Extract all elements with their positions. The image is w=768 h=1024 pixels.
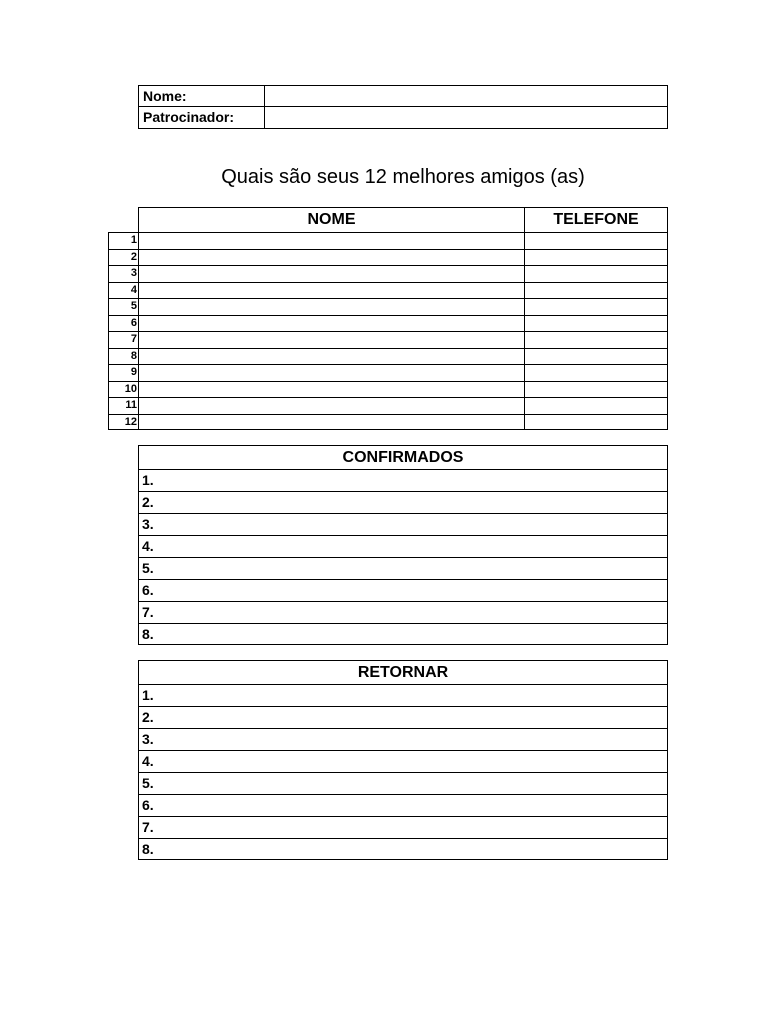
row-number: 5 <box>108 298 139 315</box>
row-number: 4 <box>108 282 139 299</box>
nome-row <box>139 86 667 107</box>
page-title: Quais são seus 12 melhores amigos (as) <box>221 166 585 188</box>
nome-cell[interactable] <box>139 265 525 282</box>
confirmados-item[interactable]: 1. <box>139 470 667 492</box>
telefone-cell[interactable] <box>525 397 667 414</box>
retornar-item[interactable]: 3. <box>139 729 667 751</box>
row-number: 6 <box>108 315 139 332</box>
telefone-cell[interactable] <box>525 282 667 299</box>
row-number: 11 <box>108 397 139 414</box>
column-header-nome: NOME <box>139 208 525 233</box>
row-number: 8 <box>108 348 139 365</box>
confirmados-item[interactable]: 4. <box>139 536 667 558</box>
header-table <box>138 85 668 129</box>
telefone-cell[interactable] <box>525 265 667 282</box>
telefone-cell[interactable] <box>525 364 667 381</box>
patrocinador-row <box>139 107 667 128</box>
confirmados-item[interactable]: 6. <box>139 580 667 602</box>
nome-cell[interactable] <box>139 249 525 266</box>
retornar-item[interactable]: 6. <box>139 795 667 817</box>
telefone-cell[interactable] <box>525 232 667 249</box>
nome-cell[interactable] <box>139 315 525 332</box>
nome-cell[interactable] <box>139 298 525 315</box>
table-row <box>108 331 668 348</box>
table-row <box>108 232 668 249</box>
confirmados-item[interactable]: 5. <box>139 558 667 580</box>
row-number: 3 <box>108 265 139 282</box>
retornar-item[interactable]: 2. <box>139 707 667 729</box>
nome-cell[interactable] <box>139 232 525 249</box>
nome-cell[interactable] <box>139 331 525 348</box>
retornar-item[interactable]: 4. <box>139 751 667 773</box>
row-number: 9 <box>108 364 139 381</box>
telefone-cell[interactable] <box>525 381 667 398</box>
table-row <box>108 282 668 299</box>
table-row <box>108 364 668 381</box>
confirmados-item[interactable]: 8. <box>142 626 154 642</box>
row-number: 1 <box>108 232 139 249</box>
telefone-cell[interactable] <box>525 298 667 315</box>
row-number: 2 <box>108 249 139 266</box>
retornar-title: RETORNAR <box>139 661 667 685</box>
patrocinador-label: Patrocinador: <box>139 107 265 128</box>
row-number: 10 <box>108 381 139 398</box>
table-row <box>108 397 668 414</box>
table-row <box>108 348 668 365</box>
telefone-cell[interactable] <box>525 331 667 348</box>
telefone-cell[interactable] <box>525 315 667 332</box>
retornar-item[interactable]: 8. <box>142 841 154 857</box>
retornar-item[interactable]: 5. <box>139 773 667 795</box>
telefone-cell[interactable] <box>525 348 667 365</box>
table-row <box>108 414 668 431</box>
retornar-item[interactable]: 7. <box>139 817 667 839</box>
confirmados-item[interactable]: 7. <box>139 602 667 624</box>
table-row <box>108 315 668 332</box>
confirmados-item[interactable]: 2. <box>139 492 667 514</box>
confirmados-table <box>138 445 668 645</box>
telefone-cell[interactable] <box>525 249 667 266</box>
telefone-cell[interactable] <box>525 414 667 431</box>
column-header-telefone: TELEFONE <box>553 211 639 228</box>
nome-cell[interactable] <box>139 397 525 414</box>
nome-cell[interactable] <box>139 381 525 398</box>
row-number: 7 <box>108 331 139 348</box>
retornar-item[interactable]: 1. <box>139 685 667 707</box>
row-number: 12 <box>108 414 139 431</box>
table-row <box>108 265 668 282</box>
table-row <box>108 249 668 266</box>
table-row <box>108 298 668 315</box>
retornar-table <box>138 660 668 860</box>
nome-cell[interactable] <box>139 414 525 431</box>
nome-label: Nome: <box>139 86 265 106</box>
confirmados-title: CONFIRMADOS <box>139 446 667 470</box>
nome-cell[interactable] <box>139 348 525 365</box>
nome-cell[interactable] <box>139 364 525 381</box>
table-row <box>108 381 668 398</box>
confirmados-item[interactable]: 3. <box>139 514 667 536</box>
nome-cell[interactable] <box>139 282 525 299</box>
friends-table <box>124 207 668 430</box>
